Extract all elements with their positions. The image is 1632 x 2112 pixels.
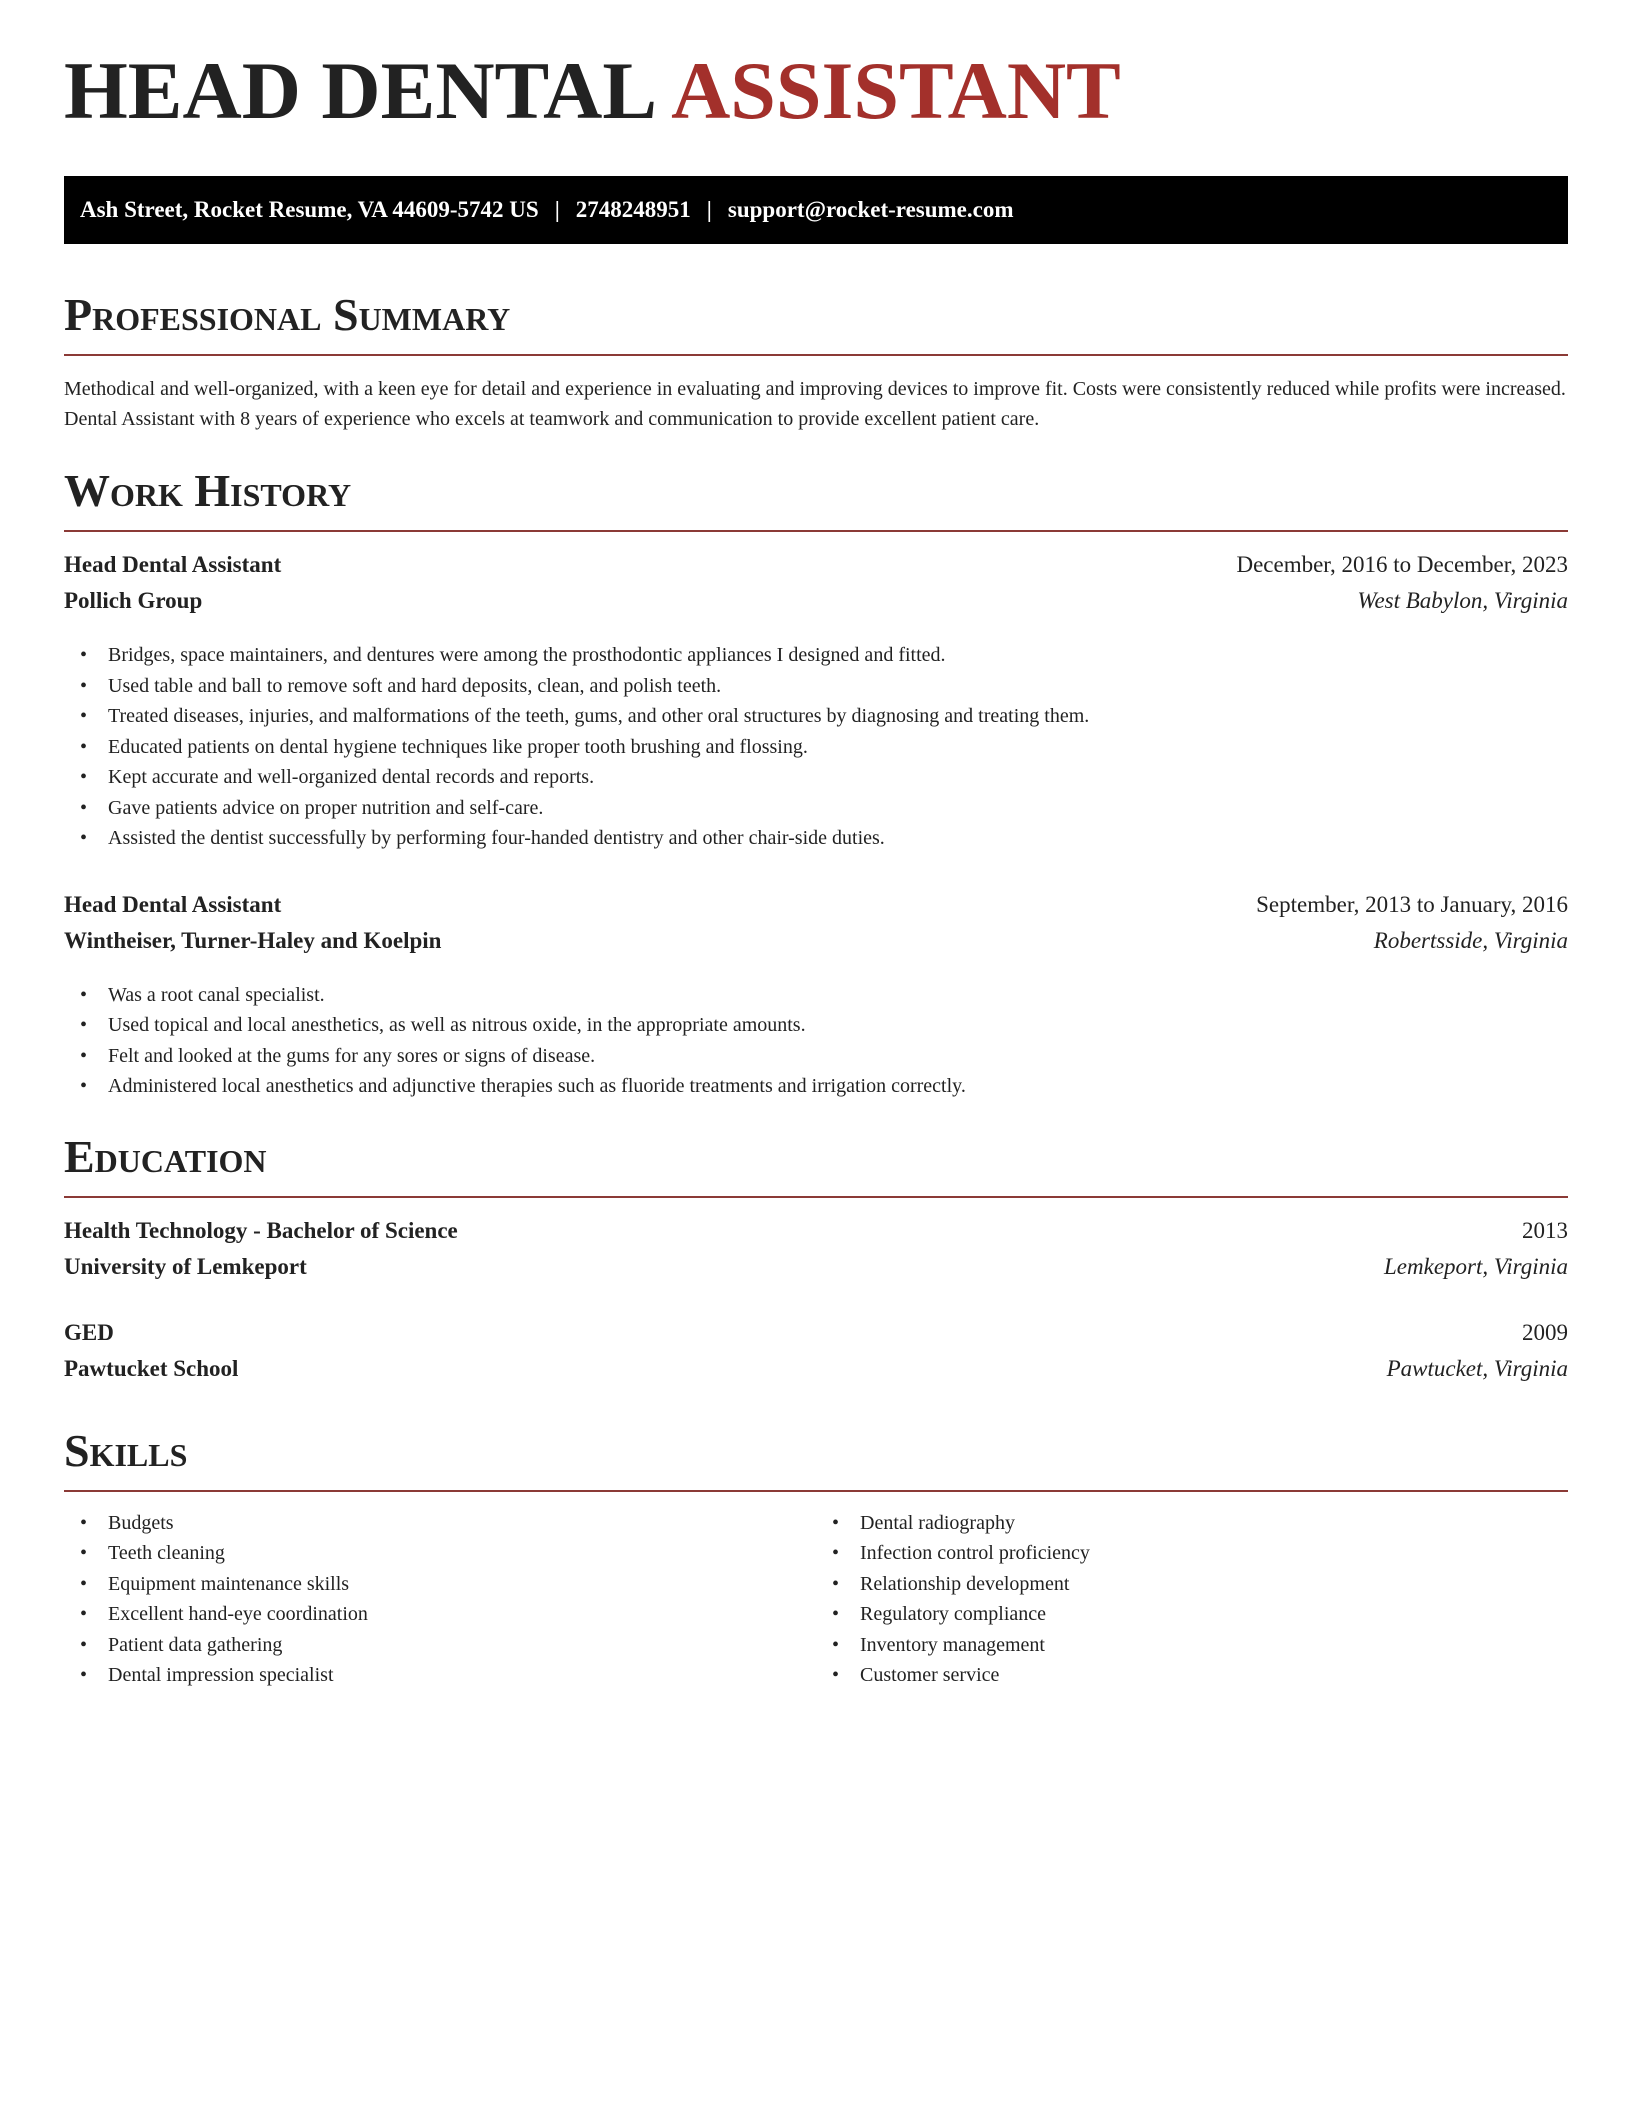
- education-school: University of Lemkeport: [64, 1253, 307, 1279]
- job-entry: [64, 552, 1568, 854]
- list-item: • Assisted the dentist successfully by performing four-handed dentistry and other chair-side duties.: [64, 823, 1568, 854]
- skill-item: • Equipment maintenance skills: [64, 1569, 816, 1600]
- list-item: • Kept accurate and well-organized dental records and reports.: [64, 762, 1568, 793]
- contact-email: support@rocket-resume.com: [727, 197, 1014, 222]
- job-dates: December, 2016 to December, 2023: [1236, 552, 1568, 577]
- list-item: • Bridges, space maintainers, and dentures were among the prosthodontic appliances I designed and fitted.: [64, 640, 1568, 671]
- job-company: Wintheiser, Turner-Haley and Koelpin: [64, 927, 442, 953]
- name-last: ASSISTANT: [671, 45, 1121, 136]
- skill-item: • Patient data gathering: [64, 1630, 816, 1661]
- education-location: Pawtucket, Virginia: [1386, 1355, 1568, 1381]
- list-item: • Educated patients on dental hygiene techniques like proper tooth brushing and flossing.: [64, 732, 1568, 763]
- job-dates: September, 2013 to January, 2016: [1256, 891, 1568, 917]
- education-location: Lemkeport, Virginia: [1384, 1253, 1568, 1279]
- education-school: Pawtucket School: [64, 1355, 239, 1381]
- list-item: • Felt and looked at the gums for any sores or signs of disease.: [64, 1041, 1568, 1072]
- section-title-work-history: Work History: [64, 468, 1568, 532]
- list-item: • Administered local anesthetics and adjunctive therapies such as fluoride treatments and irrigation correctly.: [64, 1071, 1568, 1102]
- education-entry: [64, 1218, 1568, 1290]
- summary-text: Methodical and well-organized, with a keen eye for detail and experience in evaluating and improving devices to improve fit. Costs were consistently reduced while profits were increased. Dental Assistant with 8 years of experience who excels at teamwork and communication to provide excellent patient care.: [64, 378, 1566, 430]
- skills-column-right: [816, 1508, 1568, 1691]
- education-year: 2013: [1522, 1217, 1568, 1243]
- skill-item: • Infection control proficiency: [816, 1538, 1568, 1569]
- name-first: HEAD DENTAL: [64, 45, 658, 136]
- job-bullets: [64, 640, 1568, 854]
- education-year: 2009: [1522, 1319, 1568, 1345]
- list-item: • Treated diseases, injuries, and malformations of the teeth, gums, and other oral structures by diagnosing and treating them.: [64, 701, 1568, 732]
- skill-item: • Regulatory compliance: [816, 1599, 1568, 1630]
- skill-item: • Budgets: [64, 1508, 816, 1539]
- job-entry: [64, 892, 1568, 1102]
- contact-bar: [64, 176, 1568, 244]
- job-role: Head Dental Assistant: [64, 552, 282, 577]
- resume-header: [64, 0, 1568, 136]
- education-entry: [64, 1320, 1568, 1392]
- skill-item: • Teeth cleaning: [64, 1538, 816, 1569]
- section-title-skills: Skills: [64, 1428, 1568, 1492]
- job-location: Robertsside, Virginia: [1373, 927, 1568, 953]
- job-company: Pollich Group: [64, 588, 203, 613]
- list-item: • Gave patients advice on proper nutrition and self-care.: [64, 793, 1568, 824]
- skill-item: • Dental radiography: [816, 1508, 1568, 1539]
- contact-separator: |: [706, 197, 712, 222]
- education-degree: GED: [64, 1319, 114, 1345]
- list-item: • Used table and ball to remove soft and hard deposits, clean, and polish teeth.: [64, 671, 1568, 702]
- skill-item: • Customer service: [816, 1660, 1568, 1691]
- contact-phone: 2748248951: [575, 197, 691, 222]
- skill-item: • Excellent hand-eye coordination: [64, 1599, 816, 1630]
- job-location: West Babylon, Virginia: [1357, 588, 1568, 613]
- skill-item: • Inventory management: [816, 1630, 1568, 1661]
- section-title-education: Education: [64, 1134, 1568, 1198]
- job-role: Head Dental Assistant: [64, 891, 282, 917]
- list-item: • Was a root canal specialist.: [64, 980, 1568, 1011]
- section-title-summary: Professional Summary: [64, 292, 1568, 356]
- skill-item: • Dental impression specialist: [64, 1660, 816, 1691]
- skills-grid: [64, 1508, 1568, 1691]
- skill-item: • Relationship development: [816, 1569, 1568, 1600]
- list-item: • Used topical and local anesthetics, as well as nitrous oxide, in the appropriate amounts.: [64, 1010, 1568, 1041]
- skills-column-left: [64, 1508, 816, 1691]
- contact-address: Ash Street, Rocket Resume, VA 44609-5742 US: [80, 197, 539, 222]
- contact-separator: |: [554, 197, 560, 222]
- education-degree: Health Technology - Bachelor of Science: [64, 1217, 458, 1243]
- job-bullets: [64, 980, 1568, 1102]
